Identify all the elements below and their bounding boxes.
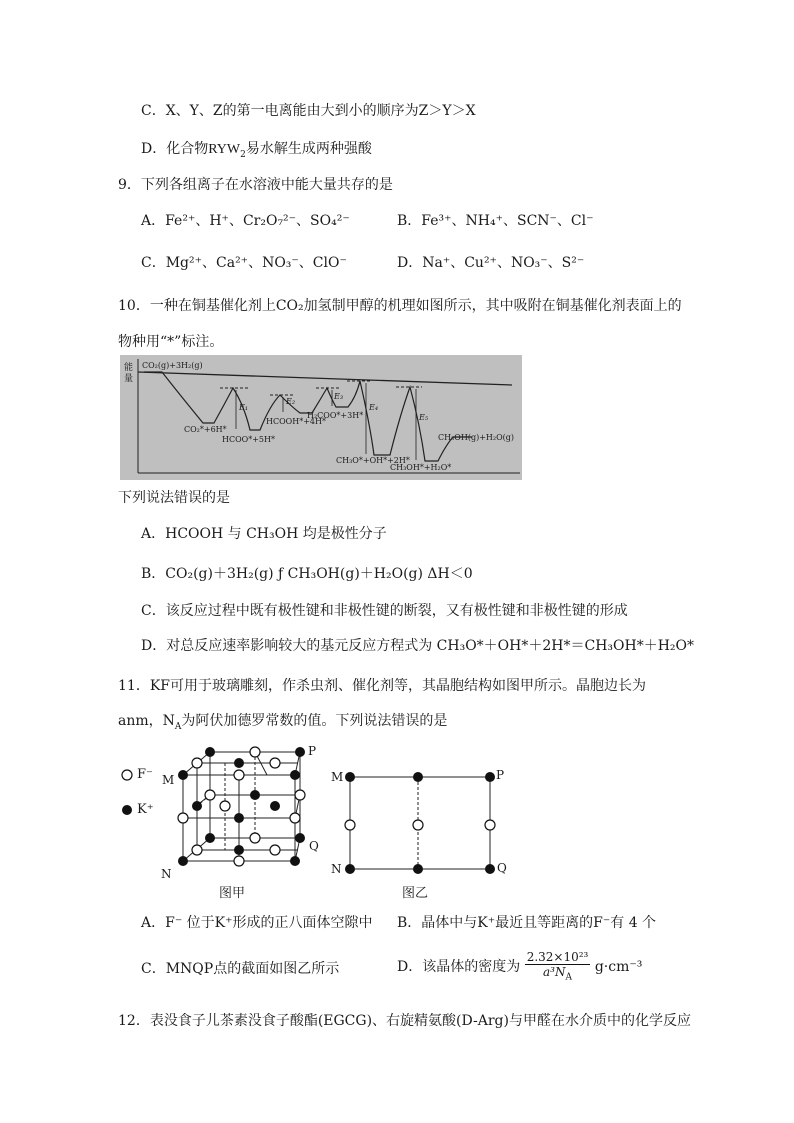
section-label-n: N — [331, 862, 342, 876]
label-s4: H₂COO*+3H* — [307, 411, 364, 420]
crystal-figures — [115, 740, 535, 905]
legend-k-icon — [122, 805, 132, 815]
label-e5: E₅ — [419, 413, 429, 422]
section-label-p: P — [496, 768, 505, 782]
label-start: CO₂(g)+3H₂(g) — [142, 361, 203, 370]
section-atoms — [345, 772, 495, 874]
q10-stem-1: 10．一种在铜基催化剂上CO₂加氢制甲醇的机理如图所示，其中吸附在铜基催化剂表面上的 — [118, 298, 682, 314]
label-e2: E₂ — [286, 397, 296, 406]
label-e3: E₃ — [334, 392, 344, 401]
density-fraction: $\frac{\text{2.32×10²³}}{a^3N_A}$ — [526, 950, 589, 983]
caption-figure-a: 图甲 — [219, 886, 246, 901]
cube-label-m: M — [162, 773, 175, 787]
q10-option-a: A．HCOOH 与 CH₃OH 均是极性分子 — [141, 526, 387, 542]
q9-option-d: D．Na⁺、Cu²⁺、NO₃⁻、S²⁻ — [397, 255, 585, 271]
legend-f-icon — [122, 770, 132, 780]
label-s1: CO₂*+6H* — [184, 425, 227, 434]
label-s6: CH₃OH*+H₂O* — [390, 463, 452, 472]
q12-stem: 12．表没食子儿茶素没食子酸酯(EGCG)、右旋精氨酸(D-Arg)与甲醛在水介质中的化学反应 — [118, 1013, 691, 1029]
q10-stem-2: 物种用“*”标注。 — [118, 334, 224, 350]
label-s5: CH₃O*+OH*+2H* — [336, 456, 410, 465]
label-s2: HCOO*+5H* — [222, 435, 275, 444]
option-d-prev: D．化合物$RYW_2$易水解生成两种强酸 — [141, 141, 372, 160]
caption-figure-b: 图乙 — [402, 886, 429, 901]
cube-label-n: N — [161, 867, 172, 881]
q10-option-c: C．该反应过程中既有极性键和非极性键的断裂，又有极性键和非极性键的形成 — [141, 603, 628, 619]
label-s3: HCOOH*+4H* — [266, 417, 326, 426]
label-e4: E₄ — [369, 403, 379, 412]
q11-stem-2: anm，$N_A$为阿伏加德罗常数的值。下列说法错误的是 — [118, 713, 448, 732]
reference-line — [138, 372, 512, 385]
legend-f-label: F⁻ — [137, 767, 153, 782]
option-c-prev: C．X、Y、Z的第一电离能由大到小的顺序为Z＞Y＞X — [141, 103, 476, 119]
q11-option-a: A．F⁻ 位于K⁺形成的正八面体空隙中 — [141, 915, 373, 931]
label-end: CH₃OH(g)+H₂O(g) — [438, 433, 515, 442]
q11-option-d: D．该晶体的密度为 $\frac{\text{2.32×10²³}}{a^3N_A}$ g·cm⁻³ — [397, 950, 643, 983]
cube-atoms — [178, 747, 305, 866]
label-e1: E₁ — [239, 403, 249, 412]
q10-after: 下列说法错误的是 — [118, 490, 230, 506]
q9-option-c: C．Mg²⁺、Ca²⁺、NO₃⁻、ClO⁻ — [141, 255, 347, 271]
section-label-q: Q — [497, 861, 507, 875]
cube-label-p: P — [308, 744, 317, 758]
q9-option-a: A．Fe²⁺、H⁺、Cr₂O₇²⁻、SO₄²⁻ — [141, 213, 350, 229]
energy-diagram — [120, 355, 522, 480]
q10-option-d: D．对总反应速率影响较大的基元反应方程式为 CH₃O*＋OH*＋2H*＝CH₃OH*＋H₂O* — [141, 638, 695, 654]
q10-option-b: B．CO₂(g)＋3H₂(g) ƒ CH₃OH(g)＋H₂O(g) ΔH＜0 — [141, 566, 473, 582]
q9-stem: 9．下列各组离子在水溶液中能大量共存的是 — [118, 177, 393, 193]
y-axis-label: 能 量 — [124, 363, 134, 384]
cube-label-q: Q — [309, 839, 319, 853]
q11-option-b: B．晶体中与K⁺最近且等距离的F⁻有 4 个 — [397, 915, 657, 931]
legend-k-label: K⁺ — [137, 802, 154, 817]
section-label-m: M — [331, 770, 344, 784]
q11-option-c: C．MNQP点的截面如图乙所示 — [141, 961, 340, 977]
q11-stem-1: 11．KF可用于玻璃雕刻，作杀虫剂、催化剂等，其晶胞结构如图甲所示。晶胞边长为 — [118, 678, 646, 694]
q9-option-b: B．Fe³⁺、NH₄⁺、SCN⁻、Cl⁻ — [397, 213, 594, 229]
